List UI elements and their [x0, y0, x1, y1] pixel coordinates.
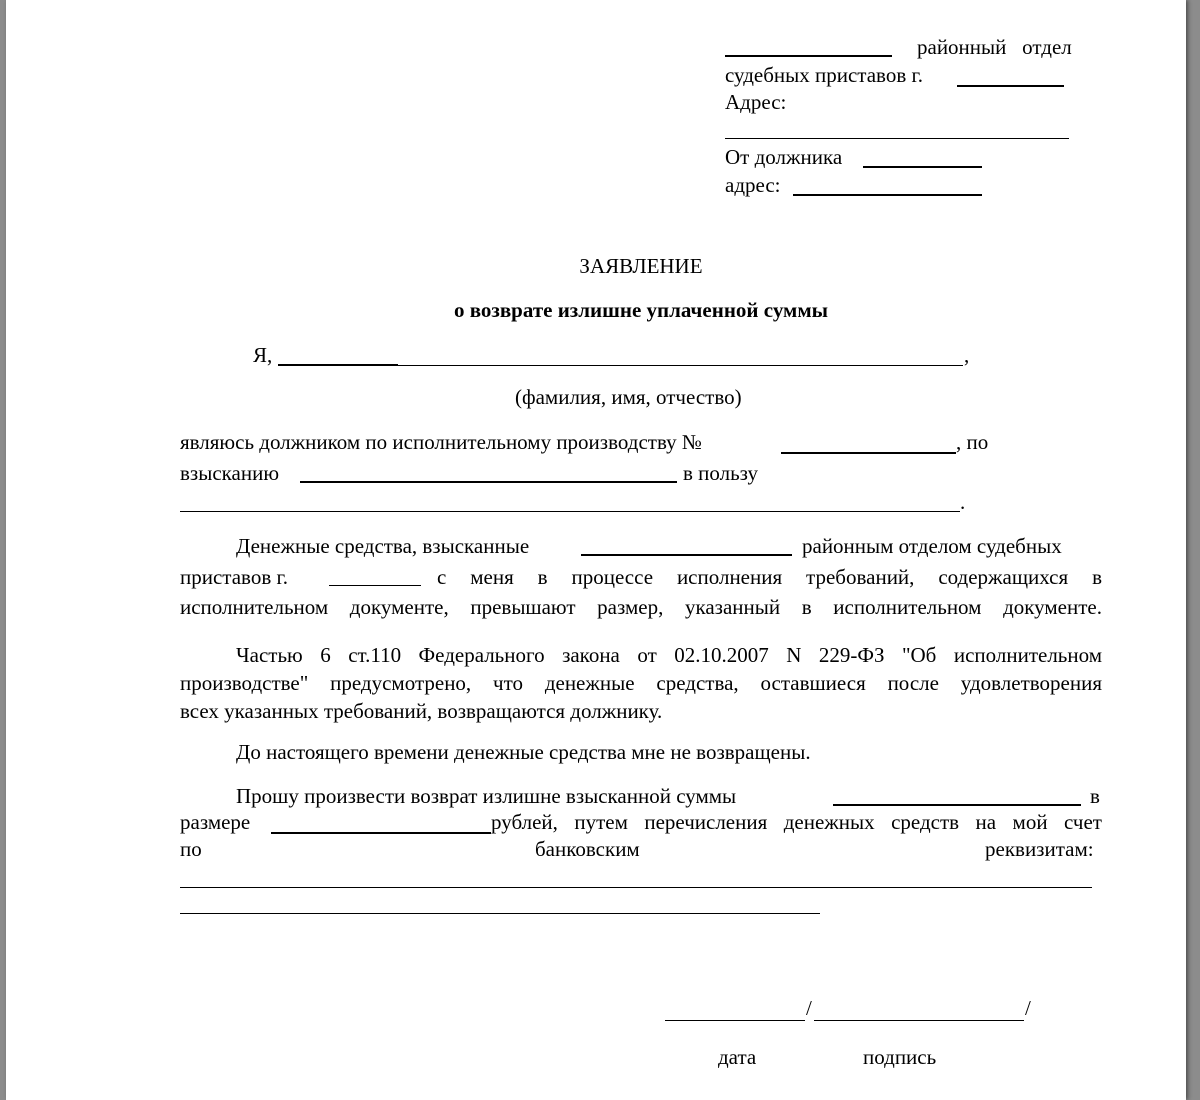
para2-l2: производстве" предусмотрено, что денежные средства, оставшиеся после удовлетворения [180, 671, 1102, 695]
para4-l1-a: Прошу произвести возврат излишне взысканной суммы [236, 784, 737, 808]
applicant-caption: (фамилия, имя, отчество) [515, 385, 742, 409]
para1-l2-a: приставов г. [180, 565, 288, 589]
para3: До настоящего времени денежные средства мне не возвращены. [236, 740, 811, 764]
document-page [6, 0, 1186, 1100]
document-title: ЗАЯВЛЕНИЕ [579, 254, 703, 278]
signature-slash-1: / [806, 996, 812, 1020]
signature-slash-2: / [1025, 996, 1031, 1020]
header-line1: районный отдел [917, 35, 1072, 59]
document-subtitle: о возврате излишне уплаченной суммы [453, 298, 829, 322]
case-number-blank [781, 452, 956, 454]
para2-l3: всех указанных требований, возвращаются должнику. [180, 699, 663, 723]
para4-l2-b: рублей, путем перечисления денежных средств на мой счет [491, 810, 1102, 834]
para1-district-blank [581, 554, 792, 556]
para1-l2-b: с меня в процессе исполнения требований, содержащихся в [437, 565, 1102, 589]
applicant-suffix: , [964, 343, 970, 367]
debtor-blank [863, 166, 982, 168]
header-line5: адрес: [725, 173, 781, 197]
para1-l3: исполнительном документе, превышают размер, указанный в исполнительном документе. [180, 595, 1102, 619]
bank-details-line-1 [180, 887, 1092, 888]
date-label: дата [718, 1045, 757, 1069]
debtor-line1-b: , по [956, 430, 989, 454]
recovery-blank [300, 481, 677, 483]
city-blank [957, 85, 1064, 87]
para2-l1: Частью 6 ст.110 Федерального закона от 02.10.2007 N 229-ФЗ "Об исполнительном [236, 643, 1102, 667]
debtor-line3-end: . [960, 490, 966, 514]
header-line3: Адрес: [725, 90, 787, 114]
date-blank [665, 1020, 805, 1021]
debtor-line2-b: в пользу [683, 461, 759, 485]
para1-l1-b: районным отделом судебных [802, 534, 1062, 558]
para4-l3-a: по [180, 837, 202, 861]
para4-l3-c: реквизитам: [985, 837, 1094, 861]
debtor-line1-a: являюсь должником по исполнительному производству № [180, 430, 702, 454]
debtor-line2-a: взысканию [180, 461, 280, 485]
header-line4: От должника [725, 145, 843, 169]
para4-l1-b: в [1090, 784, 1100, 808]
applicant-name-blank-b [398, 365, 963, 366]
applicant-name-blank-a [278, 364, 398, 366]
amount-blank [271, 832, 491, 834]
para1-l1-a: Денежные средства, взысканные [236, 534, 530, 558]
para4-l3-b: банковским [535, 837, 640, 861]
refund-sum-blank [833, 804, 1081, 806]
address-blank [725, 138, 1069, 139]
bank-details-line-2 [180, 913, 820, 914]
para1-city-blank [329, 585, 421, 586]
applicant-prefix: Я, [253, 343, 273, 367]
district-blank [725, 55, 892, 57]
header-line2: судебных приставов г. [725, 63, 923, 87]
debtor-address-blank [793, 194, 982, 196]
creditor-blank [180, 511, 960, 512]
signature-blank [814, 1020, 1024, 1021]
signature-label: подпись [863, 1045, 937, 1069]
para4-l2-a: размере [180, 810, 251, 834]
